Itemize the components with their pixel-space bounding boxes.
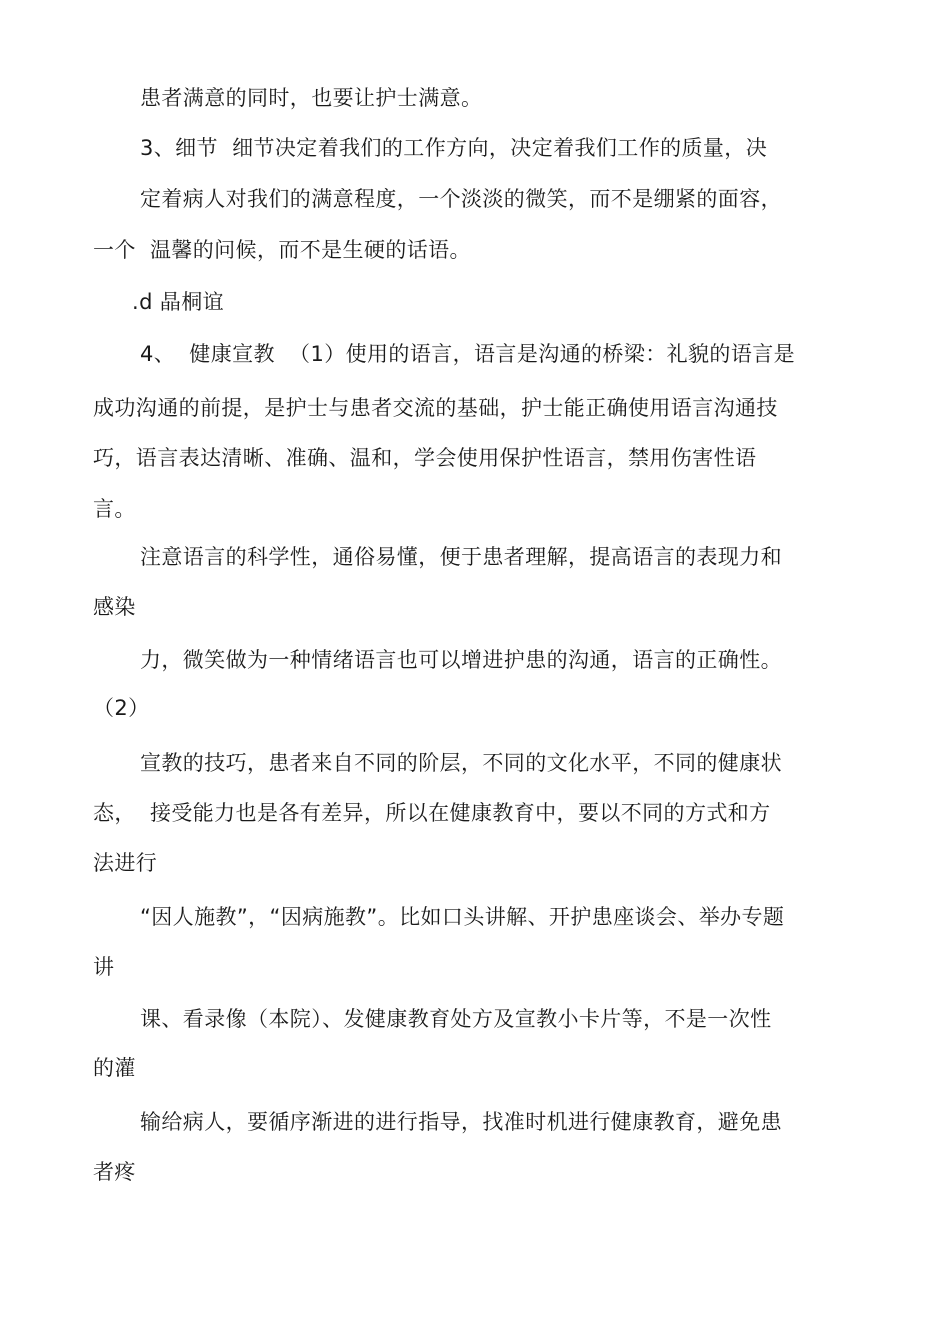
paragraph-line: 的灌: [93, 1056, 136, 1080]
paragraph-line: 感染: [93, 595, 136, 619]
paragraph-line: 定着病人对我们的满意程度，一个淡淡的微笑，而不是绷紧的面容，: [140, 187, 782, 211]
paragraph-line: 患者满意的同时，也要让护士满意。: [140, 86, 483, 110]
paragraph-line: 课、看录像（本院）、发健康教育处方及宣教小卡片等，不是一次性: [140, 1007, 772, 1031]
section-3-heading-line: 3、细节 细节决定着我们的工作方向，决定着我们工作的质量，决: [140, 136, 768, 160]
paragraph-line: 注意语言的科学性，通俗易懂，便于患者理解，提高语言的表现力和: [140, 545, 782, 569]
paragraph-line: 力，微笑做为一种情绪语言也可以增进护患的沟通，语言的正确性。: [140, 648, 782, 672]
paragraph-line: （2）: [93, 696, 150, 720]
stray-text-line: .d 晶桐谊: [132, 290, 225, 314]
paragraph-line: 者疼: [93, 1160, 136, 1184]
paragraph-line: “因人施教”，“因病施教”。比如口头讲解、开护患座谈会、举办专题: [140, 905, 785, 929]
section-4-heading-line: 4、 健康宣教 （1）使用的语言，语言是沟通的桥梁：礼貌的语言是: [140, 342, 796, 366]
paragraph-line: 成功沟通的前提，是护士与患者交流的基础，护士能正确使用语言沟通技: [93, 396, 778, 420]
paragraph-line: 宣教的技巧，患者来自不同的阶层，不同的文化水平，不同的健康状: [140, 751, 782, 775]
paragraph-line: 态， 接受能力也是各有差异，所以在健康教育中，要以不同的方式和方: [93, 801, 771, 825]
paragraph-line: 讲: [93, 955, 115, 979]
paragraph-line: 一个 温馨的问候，而不是生硬的话语。: [93, 238, 471, 262]
paragraph-line: 法进行: [93, 851, 158, 875]
paragraph-line: 言。: [93, 497, 136, 521]
paragraph-line: 巧，语言表达清晰、准确、温和，学会使用保护性语言，禁用伤害性语: [93, 446, 757, 470]
paragraph-line: 输给病人，要循序渐进的进行指导，找准时机进行健康教育，避免患: [140, 1110, 782, 1134]
